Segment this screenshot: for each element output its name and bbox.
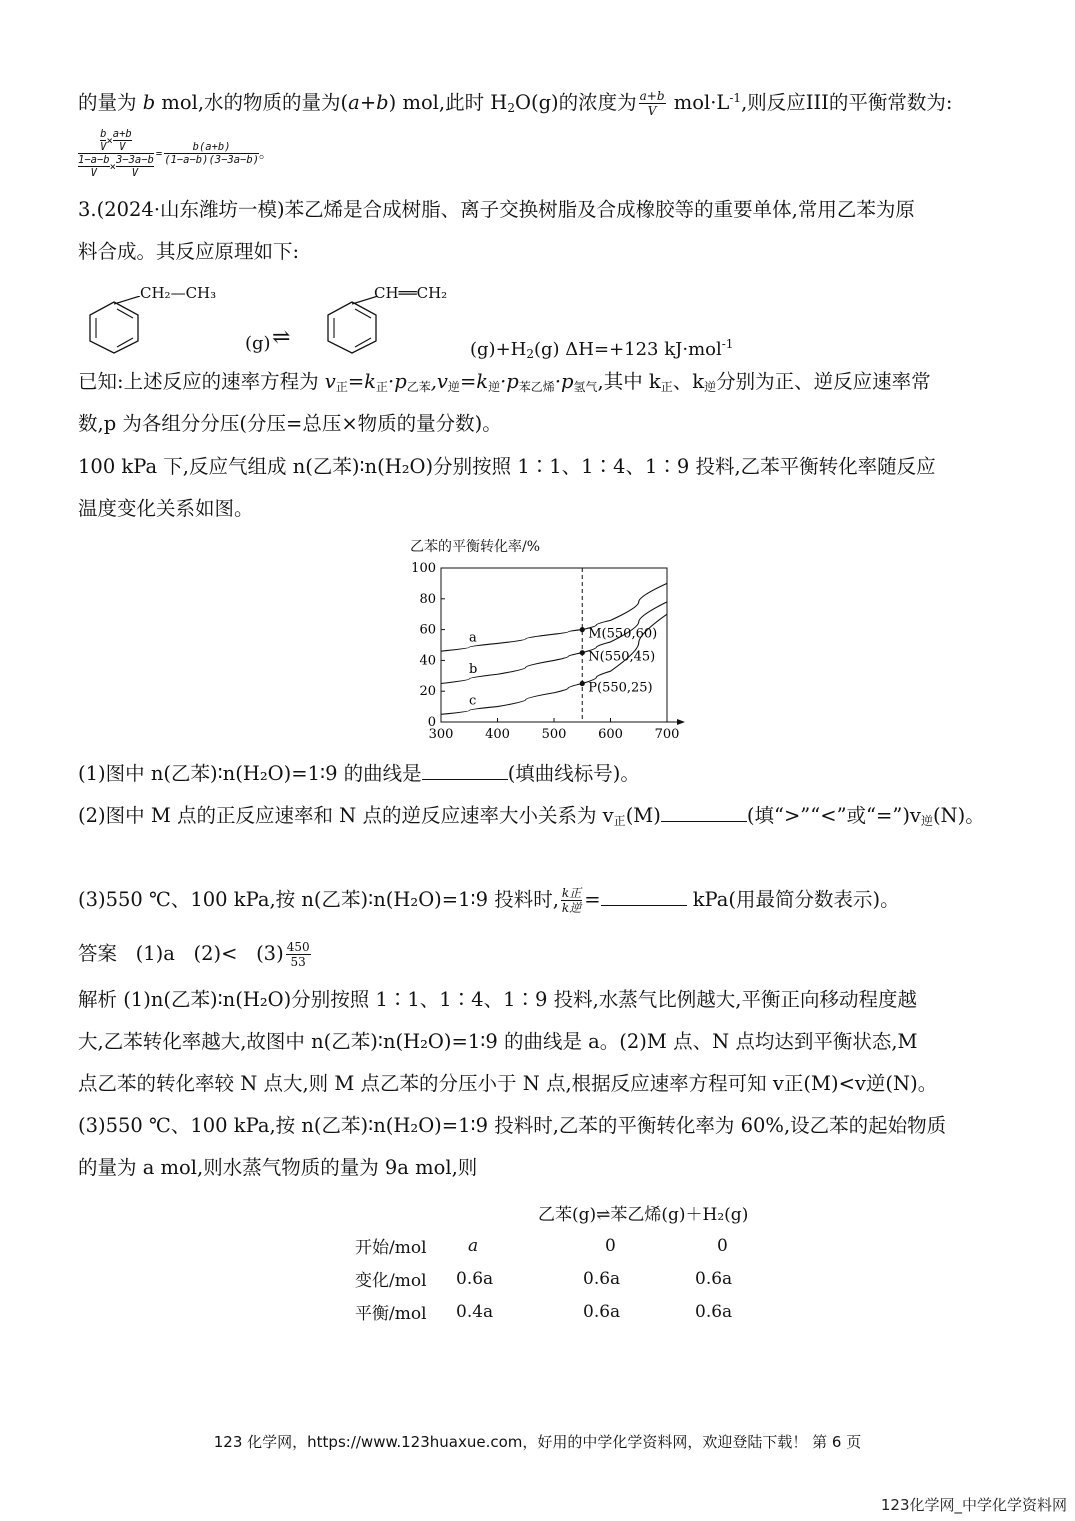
analysis-line5: 的量为 a mol,则水蒸气物质的量为 9a mol,则: [78, 1156, 478, 1179]
benzene-ring-reactant: [84, 300, 144, 354]
point-label: N(550,45): [588, 649, 656, 665]
x-tick-label: 600: [598, 727, 623, 742]
answer-line: 答案 (1)a (2)< (3) $\frac{450}{53}$: [78, 940, 310, 969]
question-3: (3)550 ℃、100 kPa,按 n(乙苯)∶n(H₂O)=1∶9 投料时, k正 k逆 = kPa(用最简分数表示)。: [78, 886, 900, 915]
data-point: [580, 627, 585, 632]
chart-ylabel: 乙苯的平衡转化率/%: [410, 539, 541, 555]
y-tick-label: 0: [427, 715, 436, 730]
y-tick-label: 100: [411, 561, 436, 576]
x-axis-arrow: [677, 719, 685, 725]
analysis-line4: (3)550 ℃、100 kPa,按 n(乙苯)∶n(H₂O)=1∶9 投料时,乙苯的平衡转化率为 60%,设乙苯的起始物质: [78, 1114, 947, 1137]
table-row: 平衡/mol 0.4a 0.6a 0.6a: [355, 1301, 733, 1324]
x-tick-label: 700: [654, 727, 680, 742]
q3-line2: 料合成。其反应原理如下:: [78, 240, 300, 263]
page-footer: 123 化学网，https://www.123huaxue.com，好用的中学化学资料网，欢迎登陆下载！ 第 6 页: [213, 1433, 862, 1451]
answer-fraction: $\frac{450}{53}$: [286, 940, 310, 969]
condition-line1: 100 kPa 下,反应气组成 n(乙苯)∶n(H₂O)分别按照 1∶1、1∶4、1∶9 投料,乙苯平衡转化率随反应: [78, 455, 936, 478]
partial-pressure-note: 数,p 为各组分分压(分压=总压×物质的量分数)。: [78, 412, 502, 435]
point-label: P(550,25): [588, 680, 653, 696]
series-label-b: b: [469, 661, 478, 677]
vinyl-group-label: CH══CH₂: [374, 284, 448, 302]
series-label-c: c: [469, 693, 477, 709]
reactant-phase: (g): [245, 333, 271, 354]
data-point: [580, 681, 585, 686]
table-header: 乙苯(g)⇌苯乙烯(g)＋H₂(g): [538, 1205, 749, 1225]
watermark: 123化学网_中学化学资料网: [880, 1496, 1067, 1514]
analysis-line3: 点乙苯的转化率较 N 点大,则 M 点乙苯的分压小于 N 点,根据反应速率方程可知 v正(M)<v逆(N)。: [78, 1072, 938, 1095]
product-phase-and-enthalpy: $(g)+H_2(g)$ ΔH=+123 kJ·mol$^{-1}$: [470, 337, 734, 361]
benzene-ring-product: [322, 300, 382, 354]
y-tick-label: 20: [419, 684, 436, 700]
ethyl-group-label: CH₂—CH₃: [140, 284, 217, 302]
y-tick-label: 40: [419, 653, 436, 669]
table-row: 开始/mol a 0 0: [355, 1235, 728, 1258]
concentration-fraction: $\frac{a+b}{V}$: [639, 89, 665, 118]
y-tick-label: 60: [419, 622, 436, 638]
intro-line: 的量为 b mol,水的物质的量为(a+b) mol,此时 $H_2O(g)$的浓度为 $\frac{a+b}{V}$ $mol\cdot L^{-1}$,则反应III的平衡常数为:: [78, 89, 953, 118]
table-row: 变化/mol 0.6a 0.6a 0.6a: [355, 1268, 733, 1291]
analysis-line2: 大,乙苯转化率越大,故图中 n(乙苯)∶n(H₂O)=1∶9 的曲线是 a。(2)M 点、N 点均达到平衡状态,M: [78, 1030, 918, 1053]
analysis-line1: 解析 (1)n(乙苯)∶n(H₂O)分别按照 1∶1、1∶4、1∶9 投料,水蒸气比例越大,平衡正向移动程度越: [78, 988, 917, 1011]
question-1: (1)图中 n(乙苯)∶n(H₂O)=1∶9 的曲线是 (填曲线标号)。: [78, 762, 640, 785]
question-2: (2)图中 M 点的正反应速率和 N 点的逆反应速率大小关系为 $v_正(M)$ (填“>”“<”或“$=”)v_逆(N)$。: [78, 804, 985, 828]
x-tick-label: 400: [485, 727, 510, 742]
rate-constant-ratio: k正 k逆: [561, 886, 582, 915]
q3-line1: 3.(2024·山东潍坊一模)苯乙烯是合成树脂、离子交换树脂及合成橡胶等的重要单体,常用乙苯为原: [78, 198, 915, 221]
data-point: [580, 650, 585, 655]
y-tick-label: 80: [419, 591, 436, 607]
equilibrium-arrow: ⇌: [272, 325, 291, 350]
point-label: M(550,60): [588, 626, 658, 642]
series-label-a: a: [469, 630, 477, 646]
x-tick-label: 300: [428, 727, 454, 742]
x-tick-label: 500: [541, 727, 567, 742]
rate-equation-line: 已知:上述反应的速率方程为 $v_正=k_正\cdot p_{乙苯},v_逆=k_逆\cdot p_{苯乙烯}\cdot p_{氢气}$,其中 $k_正$、$k_逆$分别为正、逆反应速率常: [78, 370, 931, 394]
equilibrium-table: [355, 1196, 777, 1328]
condition-line2: 温度变化关系如图。: [78, 497, 254, 520]
conversion-chart: [405, 556, 695, 746]
equilibrium-constant-expression: $\frac{b}{V}$ × $\frac{a+b}{V}$ $\frac{1-a-b}{V}$ × $\frac{3-3a-b}{V}$ = $\frac{b(a+b)}{(1-a-b)(3-3a-b)}$ 。: [78, 128, 274, 179]
